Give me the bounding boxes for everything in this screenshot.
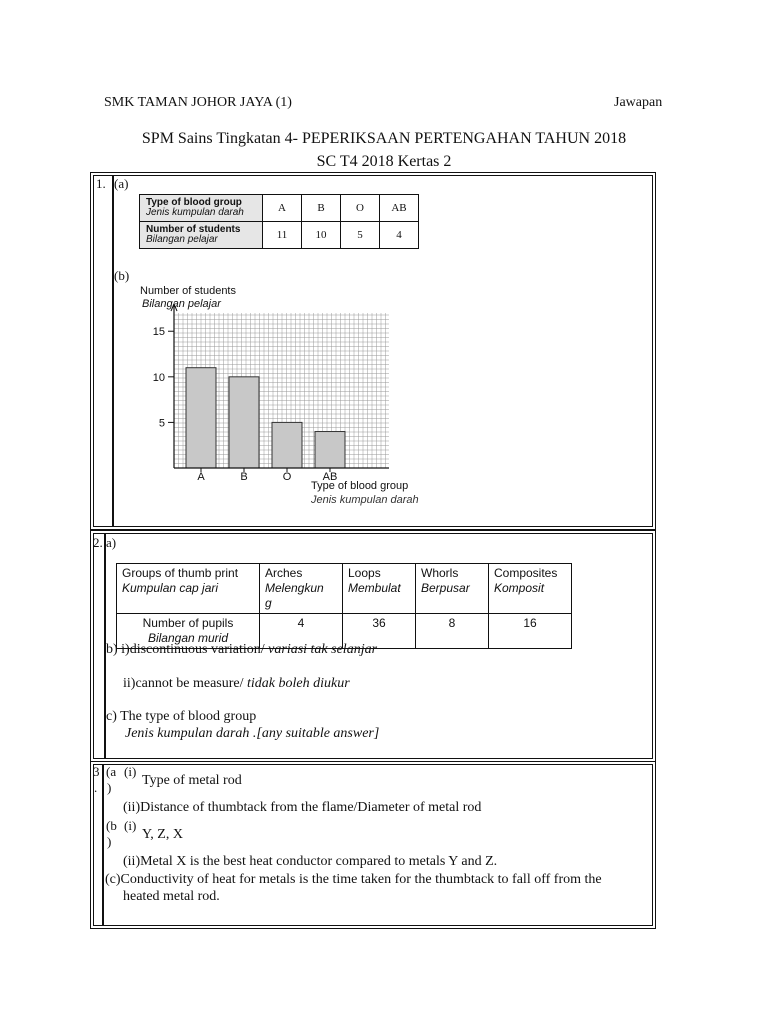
table-header-cell: Groups of thumb print Kumpulan cap jari (117, 564, 260, 614)
thumb-group-cell: Whorls Berpusar (416, 564, 489, 614)
thumb-group-cell: Arches Melengkun g (260, 564, 343, 614)
table-header-cell: Number of pupils Bilangan murid (117, 614, 260, 649)
x-tick-label: B (240, 471, 248, 483)
page-subtitle: SC T4 2018 Kertas 2 (316, 153, 452, 170)
q3-a-i-answer: Type of metal rod (142, 773, 242, 788)
q3-part-b: (b (106, 818, 117, 833)
blood-group-cell: AB (380, 195, 419, 222)
table-header-cell: Type of blood group Jenis kumpulan darah (140, 195, 263, 222)
q3-c-answer-line2: heated metal rod. (123, 889, 220, 904)
x-tick-label: O (282, 471, 292, 483)
thumb-group-cell: Loops Membulat (343, 564, 416, 614)
q3-a-i-label: (i) (124, 764, 137, 779)
student-count-cell: 11 (263, 222, 302, 249)
blood-group-cell: B (302, 195, 341, 222)
q3-b-ii-answer: (ii)Metal X is the best heat conductor compared to metals Y and Z. (123, 854, 498, 869)
blood-group-cell: O (341, 195, 380, 222)
q2-c-my: Jenis kumpulan darah .[any suitable answer] (125, 726, 380, 741)
page-title: SPM Sains Tingkatan 4- PEPERIKSAAN PERTENGAHAN TAHUN 2018 (141, 130, 627, 147)
chart-xlabel-my: Jenis kumpulan darah (311, 494, 419, 506)
pupil-count-cell: 16 (489, 614, 572, 649)
q3-part-a: (a (106, 764, 117, 779)
chart-bar-a (186, 368, 216, 468)
chart-ylabel-my: Bilangan pelajar (142, 298, 221, 310)
q3-part-b-close: ) (107, 834, 112, 849)
student-count-cell: 4 (380, 222, 419, 249)
q3-number: 3 (93, 764, 100, 779)
q3-b-i-label: (i) (124, 818, 137, 833)
answer-label: Jawapan (614, 95, 663, 110)
thumb-print-table (116, 563, 572, 649)
q3-c-answer: (c)Conductivity of heat for metals is the time taken for the thumbtack to fall off from the (105, 872, 602, 887)
q3-part-a-close: ) (107, 780, 112, 795)
school-name: SMK TAMAN JOHOR JAYA (1) (104, 95, 292, 110)
y-tick-label: 10 (152, 371, 165, 384)
q1-part-b: (b) (114, 268, 130, 283)
x-tick-label: AB (322, 471, 338, 483)
y-tick-label: 15 (152, 326, 165, 339)
q3-a-ii-answer: (ii)Distance of thumbtack from the flame/Diameter of metal rod (123, 800, 482, 815)
chart-bar-b (229, 377, 259, 468)
pupil-count-cell: 4 (260, 614, 343, 649)
blood-group-cell: A (263, 195, 302, 222)
x-tick-label: A (197, 471, 205, 483)
q2-c: c) The type of blood group (106, 709, 257, 724)
pupil-count-cell: 8 (416, 614, 489, 649)
chart-xlabel: Type of blood group (311, 480, 409, 492)
q3-number-dot: . (94, 780, 98, 795)
q2-part-a: a) (106, 535, 117, 550)
q1-part-a: (a) (114, 176, 129, 191)
y-tick-label: 5 (158, 417, 165, 430)
pupil-count-cell: 36 (343, 614, 416, 649)
chart-ylabel: Number of students (140, 285, 236, 297)
q3-column-line (102, 764, 104, 926)
student-count-cell: 5 (341, 222, 380, 249)
chart-bar-ab (315, 432, 345, 468)
chart-yticks (153, 326, 174, 429)
q2-b-ii: ii)cannot be measure/ tidak boleh diukur (123, 676, 350, 691)
thumb-group-cell: Composites Komposit (489, 564, 572, 614)
student-count-cell: 10 (302, 222, 341, 249)
q3-b-i-answer: Y, Z, X (142, 827, 183, 842)
chart-bar-o (272, 422, 302, 468)
q1-number: 1. (96, 176, 106, 191)
table-header-cell: Number of students Bilangan pelajar (140, 222, 263, 249)
q2-number: 2. (93, 535, 103, 550)
q2-b-i: b) i)discontinuous variation/ variasi tak selanjar (106, 642, 378, 657)
